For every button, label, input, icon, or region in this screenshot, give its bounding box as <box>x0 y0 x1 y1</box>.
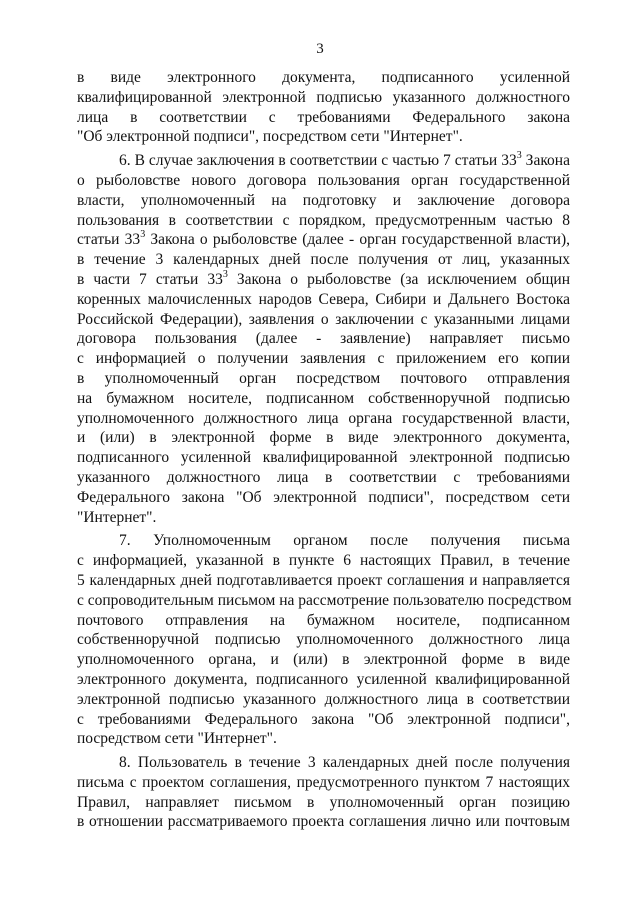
text-line: собственноручной подписью уполномоченного должностного лица <box>77 631 570 649</box>
text-line: посредством сети "Интернет". <box>77 730 277 748</box>
document-body <box>77 68 570 836</box>
page-number: 3 <box>316 41 324 57</box>
text-line: 6. В случае заключения в соответствии с частью 7 статьи $33^3$ Закона <box>119 150 570 170</box>
text-line: с сопроводительным письмом на рассмотрение пользователю посредством <box>77 591 572 609</box>
text-line: письма с проектом соглашения, предусмотренного пунктом 7 настоящих <box>77 773 570 791</box>
text-line: о рыболовстве нового договора пользования орган государственной <box>77 171 570 189</box>
text-line: пользования в соответствии с порядком, предусмотренным частью 8 <box>77 211 570 229</box>
text-line: власти, уполномоченный на подготовку и заключение договора <box>77 191 570 209</box>
paragraph <box>77 753 570 832</box>
text-line: и (или) в электронной форме в виде электронного документа, <box>77 429 570 447</box>
text-line: с информацией о получении заявления с приложением его копии <box>77 350 570 368</box>
text-line: в течение 3 календарных дней после получения от лиц, указанных <box>77 251 570 269</box>
text-line: коренных малочисленных народов Севера, Сибири и Дальнего Востока <box>77 290 570 308</box>
text-line: указанного должностного лица в соответствии с требованиями <box>77 468 570 486</box>
text-line: электронного документа, подписанного усиленной квалифицированной <box>77 670 570 688</box>
text-line: "Интернет". <box>77 508 157 526</box>
text-line: статьи $33^3$ Закона о рыболовстве (далее - орган государственной власти), <box>77 229 570 249</box>
text-line: 8. Пользователь в течение 3 календарных дней после получения <box>119 754 570 772</box>
text-line: "Об электронной подписи", посредством сети "Интернет". <box>77 128 463 146</box>
paragraph <box>77 151 570 527</box>
text-line: уполномоченного органа, и (или) в электронной форме в виде <box>77 651 570 669</box>
text-line: почтового отправления на бумажном носителе, подписанном <box>77 611 570 629</box>
text-line: в отношении рассматриваемого проекта соглашения лично или почтовым <box>77 813 570 831</box>
text-line: электронной подписью указанного должностного лица в соответствии <box>77 690 570 708</box>
text-line: в части 7 статьи $33^3$ Закона о рыболовстве (за исключением общин <box>77 268 570 288</box>
text-line: 7. Уполномоченным органом после получения письма <box>119 532 570 550</box>
text-line: с требованиями Федерального закона "Об электронной подписи", <box>77 710 570 728</box>
text-line: уполномоченного должностного лица органа государственной власти, <box>77 409 570 427</box>
text-line: Российской Федерации), заявления о заключении с указанными лицами <box>77 310 570 328</box>
text-line: договора пользования (далее - заявление) направляет письмо <box>77 330 570 348</box>
text-line: 5 календарных дней подготавливается проект соглашения и направляется <box>77 571 570 589</box>
text-line: на бумажном носителе, подписанном собственноручной подписью <box>77 389 570 407</box>
text-line: лица в соответствии с требованиями Федерального закона <box>77 108 570 126</box>
paragraph <box>77 531 570 749</box>
paragraph <box>77 68 570 147</box>
text-line: с информацией, указанной в пункте 6 настоящих Правил, в течение <box>77 552 570 570</box>
text-line: Федерального закона "Об электронной подписи", посредством сети <box>77 488 570 506</box>
text-line: в виде электронного документа, подписанного усиленной <box>77 69 570 86</box>
text-line: Правил, направляет письмом в уполномоченный орган позицию <box>77 793 570 811</box>
text-line: квалифицированной электронной подписью указанного должностного <box>77 88 570 106</box>
text-line: в уполномоченный орган посредством почтового отправления <box>77 369 570 387</box>
text-line: подписанного усиленной квалифицированной электронной подписью <box>77 449 570 467</box>
